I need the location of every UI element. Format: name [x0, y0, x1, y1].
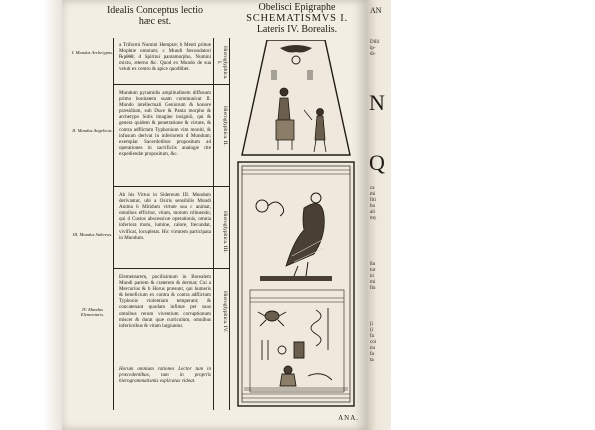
row-rule-1: [113, 84, 230, 85]
right-header-line2: SCHEMATISMVS I.: [246, 13, 348, 24]
facing-line-c1: ſtu: [370, 262, 376, 267]
closing-note: Horum omnium rationes Lector tum in præcedentibus, tum in propriis hierogrammatismis explicatas videat.: [119, 366, 211, 385]
facing-line-c2: tur: [370, 268, 376, 273]
hawk-perch: [260, 276, 332, 281]
facing-line-d1: [i: [370, 322, 374, 327]
vertical-label-4: Hieroglyphica. IV.: [222, 291, 228, 333]
facing-top-fragment: AN: [370, 6, 382, 15]
column-rule-2: [213, 38, 214, 410]
facing-line-d2: (i: [370, 328, 374, 333]
row-label-1: I. Mundus Archetypus.: [71, 50, 114, 55]
row-text-1: a Triformi Numini Hemptæ; b Menti primæ Mophtæ omnium; c Mundi fœcundatori ℞pθθθ; d Spiritui pantamorpho, Numini mixto, æterno &c. Quod ex Mundo de sua veluti ex centro & apice quodlibet.: [119, 42, 211, 73]
facing-line-d4: coi: [370, 340, 377, 345]
facing-line-a1: Dilli: [370, 40, 380, 45]
left-margin: [0, 0, 62, 430]
facing-initial-n: N: [369, 90, 385, 115]
facing-line-d3: fa: [370, 334, 374, 339]
obelisk-engraving: [232, 40, 360, 410]
row-text-2: Mundum pyramidis amplitudinem diffusum primo bonitatem suam communicat II. Mundo intellectuali Geniorum & honore præsidium, sub Duce & Panta morpho & archetypo Solis imagine insigniô, qui & genera quidem & penetratione & virtute, & contra adflictum Typhonium vim moniti, & infusum derivat in inferiorem d Mundum; exemplar Sacerdotibus propositum ad operationes in sacrificiis analogæ rite expediendæ propositum, &c.: [119, 90, 211, 157]
facing-line-d6: fa: [370, 352, 374, 357]
column-rule-1: [113, 38, 114, 410]
pyramidion-outline: [242, 40, 350, 155]
vertical-label-2: Hieroglyphica. II.: [222, 106, 228, 146]
right-header-line1: Obelisci Epigraphe: [258, 2, 336, 13]
row-text-4: Elementarem, pocilisimum in Borealem Mundi partem & craterem & dermat; Cui a Mercurius & b Horus præsunt, qui humeris & beneficium ex contra & contra adflictum Typhonis violentiam temperant; & concatenant quodam infimæ per suos omnibus rerum viventium corruptionum miscet & durat quæ curriculum, omnibus inferioribus & vitam largiuntur.: [119, 274, 211, 329]
facing-line-b2: mi: [370, 192, 376, 197]
catchword: ANA.: [338, 414, 359, 422]
facing-line-b6: my: [370, 216, 377, 221]
facing-line-b5: ali: [370, 210, 375, 215]
facing-line-d7: ta: [370, 358, 374, 363]
facing-line-c4: mi: [370, 280, 376, 285]
column-rule-3: [229, 38, 230, 410]
facing-line-c3: ni: [370, 274, 374, 279]
facing-line-b3: fiti: [370, 198, 376, 203]
left-column-header: [100, 5, 210, 27]
facing-line-c5: fin: [370, 286, 376, 291]
left-header-line1: Idealis Conceptus lectio: [106, 5, 204, 16]
facing-page-fragment: [367, 0, 391, 430]
left-header-line2: hæc est.: [138, 16, 172, 27]
right-column-header: [222, 2, 372, 35]
right-header-line3: Lateris IV. Borealis.: [256, 24, 338, 35]
background-strip: [391, 0, 595, 430]
facing-line-a3: di-: [370, 52, 376, 57]
facing-initial-q: Q: [369, 150, 385, 175]
vertical-label-1: Hieroglyphica. I.: [216, 46, 228, 80]
facing-line-a2: ip-: [370, 46, 376, 51]
row-label-2: II. Mundus Angelicus.: [72, 128, 113, 133]
row-rule-3: [113, 268, 230, 269]
facing-line-b1: ca: [370, 186, 375, 191]
facing-line-d5: nu: [370, 346, 375, 351]
row-label-3: III. Mundus Sidereus.: [72, 232, 113, 237]
facing-line-b4: bu: [370, 204, 375, 209]
row-rule-2: [113, 186, 230, 187]
vertical-label-3: Hieroglyphica. III.: [222, 211, 228, 253]
row-text-3: Ab his Virtus in Sidereum III. Mundum derivantur, ubi a Osiris sensibilis Mundi Anima b Mitidum virtute sua c animat, omnibus efficitur, vitam, motum tribuendo; qui d Custos abscessivæ operationis, omnia inferiora motu, lumine, calore, fœcundat, vivificat, locupletat. Hic virtutem participata in Mundum.: [119, 192, 211, 241]
obelisk-shaft: [238, 162, 354, 406]
row-label-4: IV. Mundus Elementaris.: [80, 307, 105, 318]
